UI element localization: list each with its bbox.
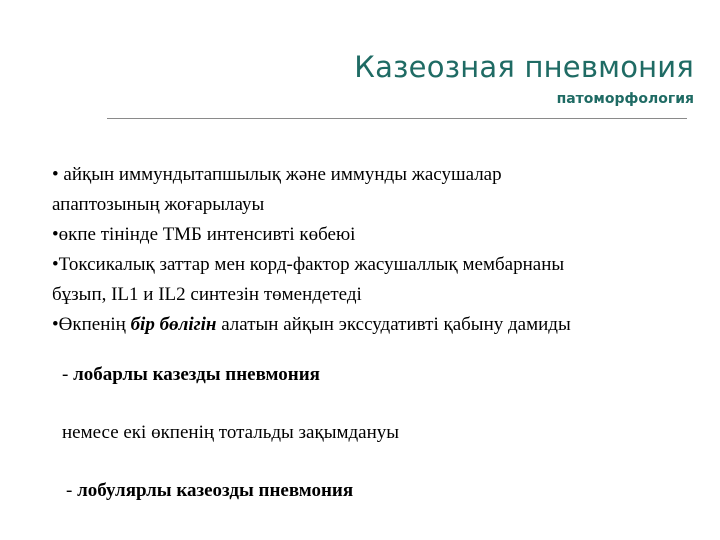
title-divider xyxy=(107,118,687,119)
slide-body xyxy=(52,160,717,506)
bullet-item-3-line-2: бұзып, IL1 и IL2 синтезін төмендетеді xyxy=(52,284,362,305)
slide-subtitle: патоморфология xyxy=(556,91,694,107)
bullet-item-1-line-1 xyxy=(52,160,717,190)
sub-item-text: лобарлы казезды пневмония xyxy=(73,364,320,385)
bullet-icon: • xyxy=(52,224,59,245)
bullet-text: айқын иммундытапшылық және иммунды жасушалар xyxy=(58,164,502,185)
bullet-text: Токсикалық заттар мен корд-фактор жасушаллық мембарнаны xyxy=(58,254,565,275)
spacer xyxy=(52,448,717,476)
bullet-emphasis: бір бөлігін xyxy=(130,314,217,335)
sub-item-lobular xyxy=(52,476,717,506)
bullet-icon: • xyxy=(52,164,59,185)
sub-item-total: немесе екі өкпенің тотальды зақымдануы xyxy=(62,422,400,443)
bullet-icon: • xyxy=(52,254,59,275)
spacer xyxy=(52,390,717,418)
slide-title: Казеозная пневмония xyxy=(354,50,694,84)
bullet-text: өкпе тінінде ТМБ интенсивті көбеюі xyxy=(58,224,356,245)
bullet-text-before: Өкпенің xyxy=(58,314,131,335)
bullet-item-1-line-2: апаптозының жоғарылауы xyxy=(52,194,265,215)
bullet-icon: • xyxy=(52,314,59,335)
sub-item-lobar xyxy=(52,360,717,390)
bullet-item-2 xyxy=(52,220,717,250)
dash-marker: - xyxy=(62,364,74,385)
bullet-item-4 xyxy=(52,310,717,340)
bullet-item-3-line-1 xyxy=(52,250,717,280)
dash-marker: - xyxy=(66,480,78,501)
bullet-text-after: алатын айқын экссудативті қабыну дамиды xyxy=(216,314,571,335)
sub-item-text: лобулярлы казеозды пневмония xyxy=(77,480,354,501)
spacer xyxy=(52,340,717,360)
